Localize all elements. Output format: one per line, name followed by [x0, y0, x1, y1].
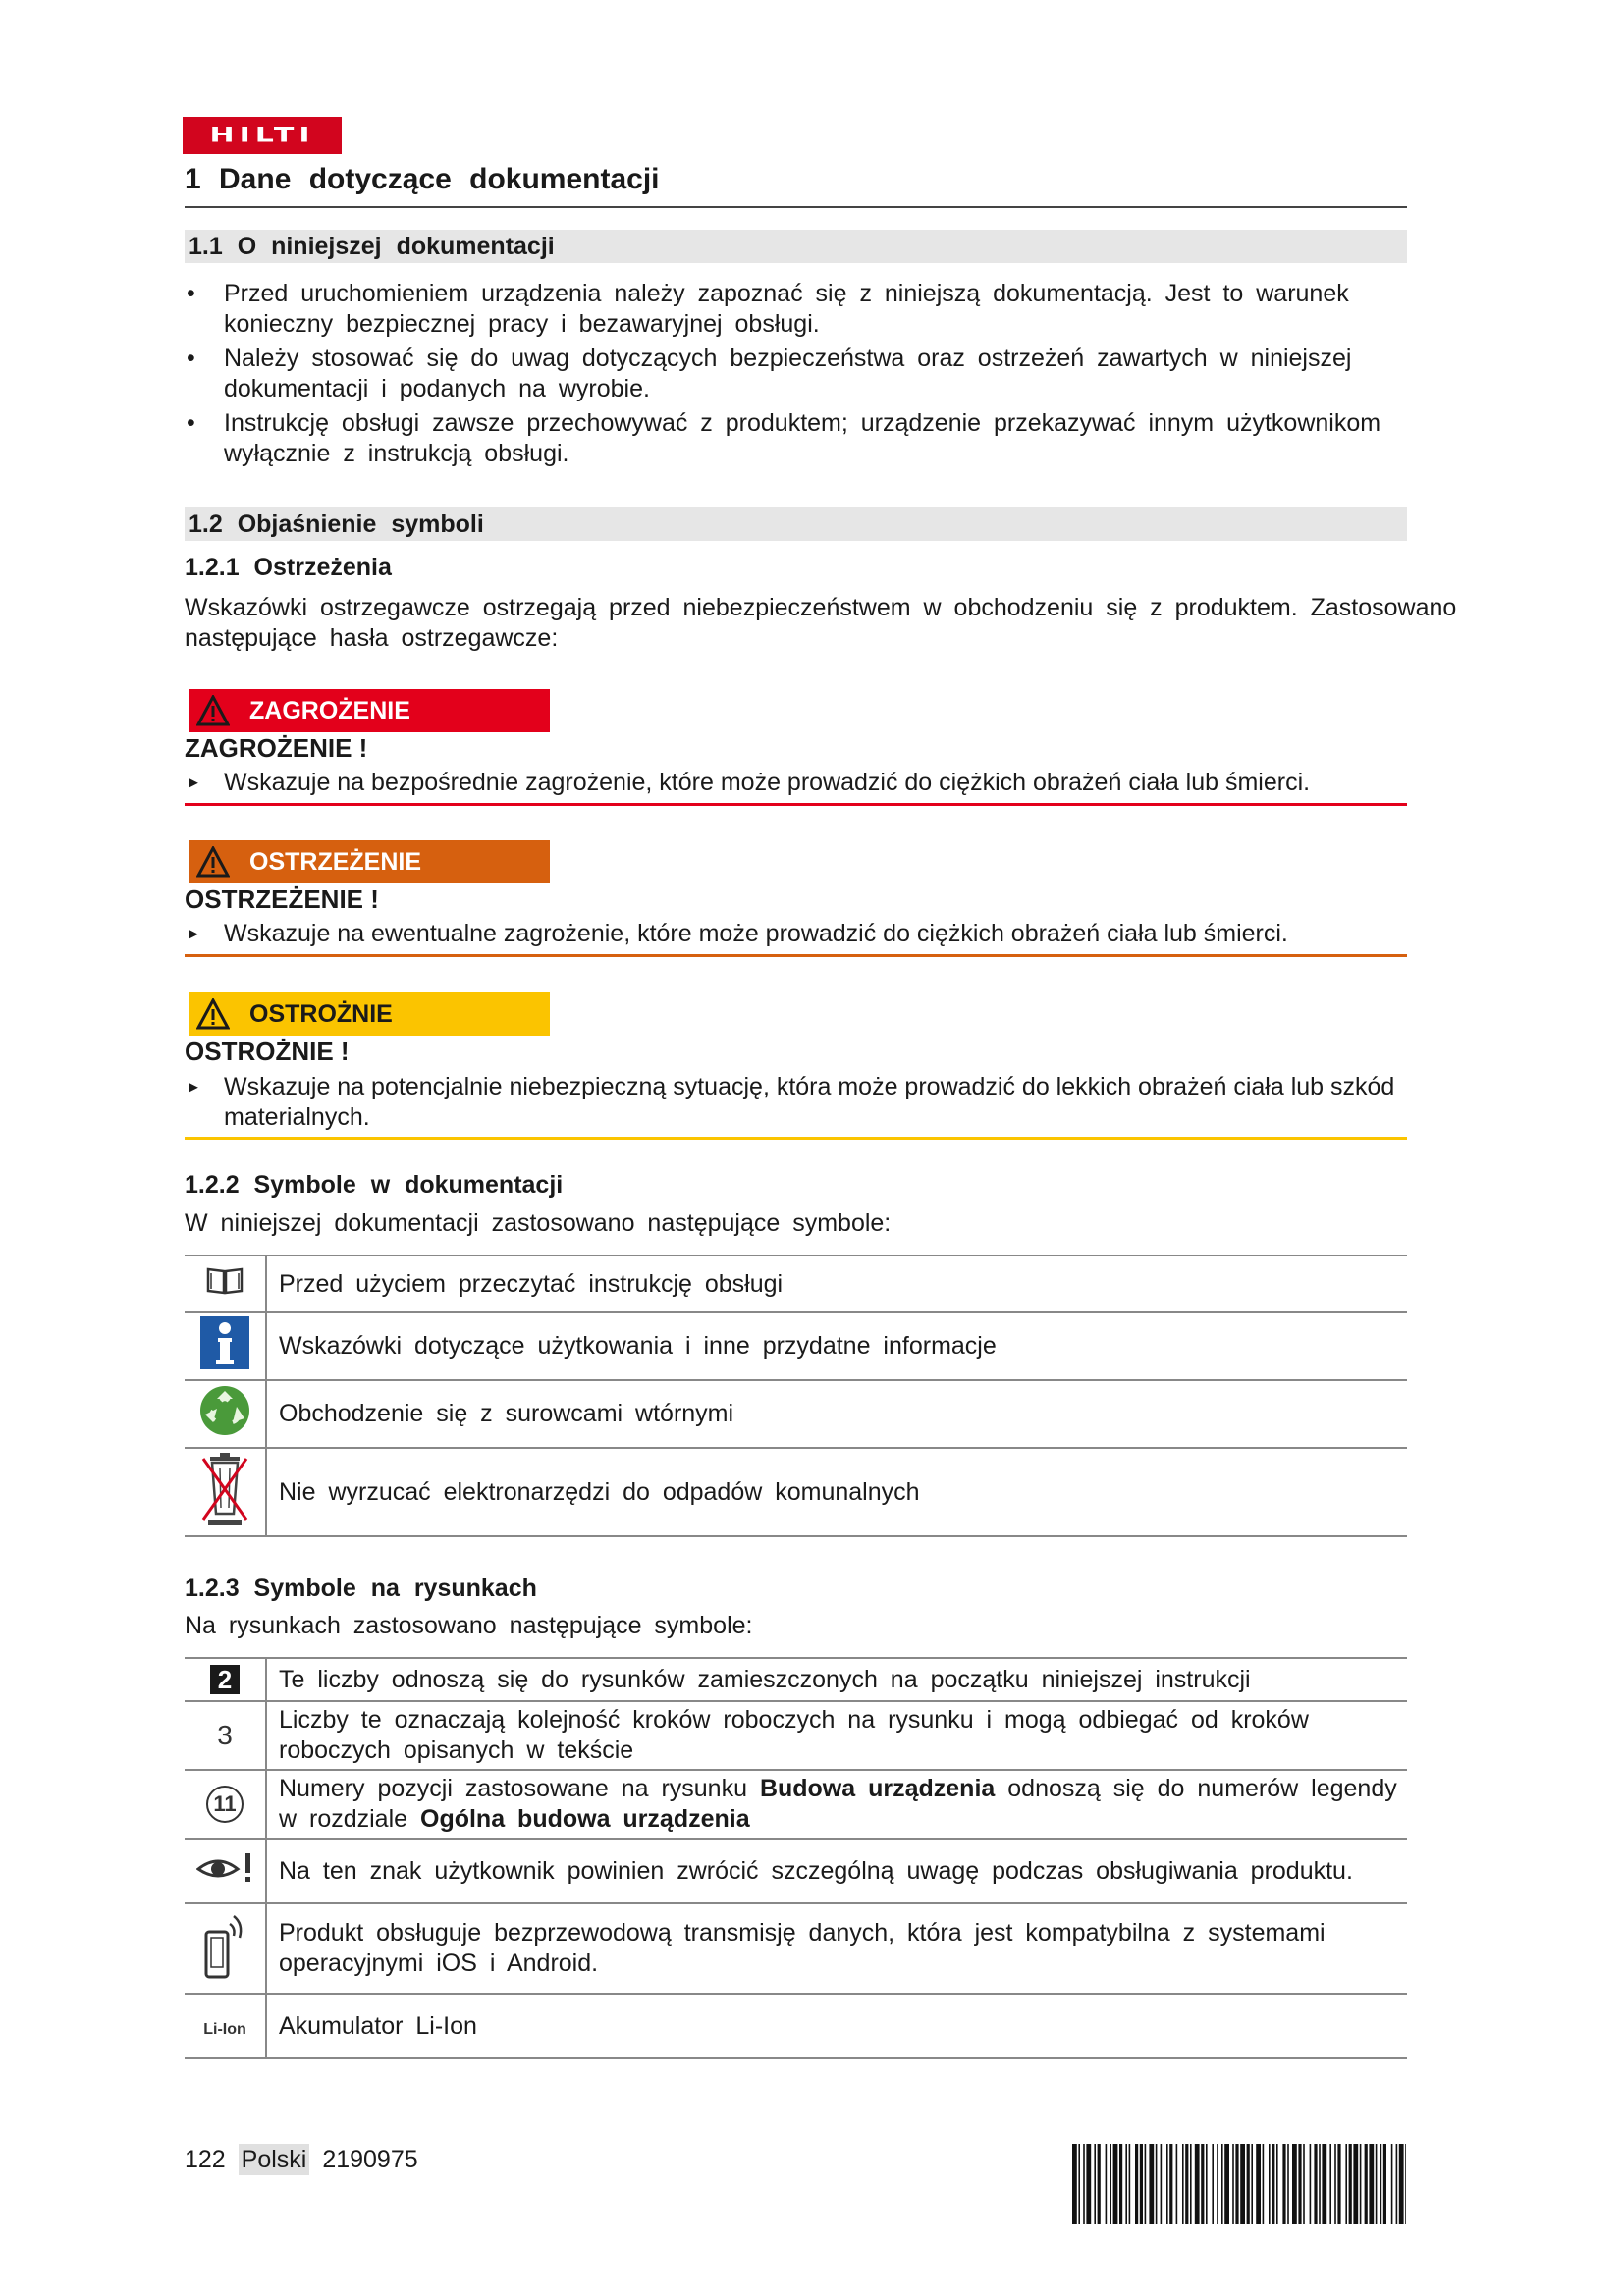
- barcode-bar: [1185, 2144, 1188, 2224]
- barcode-bar: [1319, 2144, 1321, 2224]
- barcode-bar: [1360, 2144, 1362, 2224]
- warning-description: ► Wskazuje na ewentualne zagrożenie, które może prowadzić do ciężkich obrażeń ciała lub śmierci.: [187, 920, 1288, 947]
- eye-attention-icon: [196, 1851, 253, 1885]
- symbol-description: Na ten znak użytkownik powinien zwrócić szczególną uwagę podczas obsługiwania produktu.: [266, 1839, 1407, 1903]
- li-ion-icon: Li-Ion: [203, 2020, 246, 2038]
- barcode-icon: [1072, 2144, 1406, 2224]
- symbol-description: Liczby te oznaczają kolejność kroków roboczych na rysunku i mogą odbiegać od kroków roboczych opisanych w tekście: [266, 1701, 1407, 1770]
- barcode-bar: [1282, 2144, 1285, 2224]
- barcode-bar: [1272, 2144, 1274, 2224]
- subsection-1-2-2-title: 1.2.2 Symbole w dokumentacji: [185, 1171, 564, 1199]
- barcode-bar: [1396, 2144, 1398, 2224]
- barcode-bar: [1119, 2144, 1122, 2224]
- barcode-bar: [1094, 2144, 1096, 2224]
- table-row: [185, 1658, 1407, 1701]
- barcode-bar: [1224, 2144, 1229, 2224]
- barcode-bar: [1329, 2144, 1331, 2224]
- table-row: [185, 1903, 1407, 1994]
- barcode-bar: [1391, 2144, 1393, 2224]
- barcode-bar: [1349, 2144, 1352, 2224]
- barcode-bar: [1310, 2144, 1312, 2224]
- barcode-bar: [1129, 2144, 1131, 2224]
- caution-description: ► Wskazuje na potencjalnie niebezpieczną sytuację, która może prowadzić do lekkich obrażeń ciała lub szkód materialnych.: [187, 1073, 1395, 1131]
- barcode-bar: [1140, 2144, 1143, 2224]
- barcode-bar: [1201, 2144, 1204, 2224]
- table-row: [185, 1380, 1407, 1448]
- barcode-bar: [1314, 2144, 1317, 2224]
- symbol-description: Nie wyrzucać elektronarzędzi do odpadów komunalnych: [266, 1448, 1407, 1536]
- symbol-description: Akumulator Li-Ion: [266, 1994, 1407, 2058]
- table-row: [185, 1994, 1407, 2058]
- page-footer: [185, 2146, 418, 2174]
- table-row: [185, 1255, 1407, 1312]
- recycle-icon: [199, 1385, 250, 1436]
- symbol-description: Przed użyciem przeczytać instrukcję obsługi: [266, 1255, 1407, 1312]
- table-row: [185, 1312, 1407, 1380]
- warning-triangle-icon: [196, 998, 230, 1030]
- crossed-bin-icon: [200, 1451, 249, 1527]
- danger-signal-word: ZAGROŻENIE !: [185, 733, 368, 763]
- page-number: 122: [185, 2146, 226, 2173]
- caution-divider: [185, 1137, 1407, 1140]
- barcode-bar: [1235, 2144, 1238, 2224]
- table-row: [185, 1448, 1407, 1536]
- barcode-bar: [1383, 2144, 1386, 2224]
- circled-number-icon: 11: [206, 1786, 244, 1823]
- barcode-bar: [1287, 2144, 1289, 2224]
- wireless-phone-icon: [200, 1910, 249, 1981]
- barcode-bar: [1156, 2144, 1158, 2224]
- barcode-bar: [1263, 2144, 1265, 2224]
- barcode-bar: [1110, 2144, 1111, 2224]
- barcode-bar: [1334, 2144, 1336, 2224]
- info-icon: [200, 1316, 249, 1369]
- warning-divider: [185, 954, 1407, 957]
- figure-symbols-intro: Na rysunkach zastosowano następujące symbole:: [185, 1612, 753, 1639]
- barcode-bar: [1322, 2144, 1326, 2224]
- barcode-bar: [1166, 2144, 1168, 2224]
- barcode-bar: [1125, 2144, 1127, 2224]
- barcode-bar: [1369, 2144, 1374, 2224]
- barcode-bar: [1169, 2144, 1172, 2224]
- barcode-bar: [1212, 2144, 1214, 2224]
- subsection-1-2-3-title: 1.2.3 Symbole na rysunkach: [185, 1575, 537, 1602]
- barcode-bar: [1078, 2144, 1080, 2224]
- barcode-bar: [1247, 2144, 1250, 2224]
- danger-description: ► Wskazuje na bezpośrednie zagrożenie, które może prowadzić do ciężkich obrażeń ciała lub śmierci.: [187, 769, 1311, 796]
- subsection-1-1-title: 1.1 O niniejszej dokumentacji: [185, 230, 1407, 263]
- barcode-bar: [1292, 2144, 1297, 2224]
- table-row: [185, 1839, 1407, 1903]
- barcode-bar: [1149, 2144, 1154, 2224]
- barcode-bar: [1098, 2144, 1101, 2224]
- step-number-icon: 3: [217, 1720, 233, 1750]
- barcode-bar: [1232, 2144, 1234, 2224]
- barcode-bar: [1345, 2144, 1347, 2224]
- barcode-bar: [1303, 2144, 1305, 2224]
- barcode-bar: [1190, 2144, 1192, 2224]
- warning-banner: OSTRZEŻENIE: [189, 840, 550, 883]
- barcode-bar: [1399, 2144, 1404, 2224]
- symbol-description: Produkt obsługuje bezprzewodową transmisję danych, która jest kompatybilna z systemami operacyjnymi iOS i Android.: [266, 1903, 1407, 1994]
- section-title: 1 Dane dotyczące dokumentacji: [185, 163, 1407, 208]
- barcode-bar: [1217, 2144, 1218, 2224]
- barcode-bar: [1083, 2144, 1085, 2224]
- subsection-1-2-title: 1.2 Objaśnienie symboli: [185, 507, 1407, 541]
- barcode-bar: [1086, 2144, 1091, 2224]
- barcode-bar: [1376, 2144, 1378, 2224]
- barcode-bar: [1380, 2144, 1382, 2224]
- barcode-bar: [1145, 2144, 1147, 2224]
- barcode-bar: [1161, 2144, 1163, 2224]
- barcode-bar: [1072, 2144, 1077, 2224]
- symbol-description: Wskazówki dotyczące użytkowania i inne przydatne informacje: [266, 1312, 1407, 1380]
- figure-symbols-table: [185, 1657, 1407, 2059]
- document-number: 2190975: [322, 2146, 418, 2173]
- danger-divider: [185, 803, 1407, 806]
- barcode-bar: [1337, 2144, 1340, 2224]
- warning-triangle-icon: [196, 846, 230, 878]
- warning-triangle-icon: [196, 695, 230, 726]
- symbol-description: Numery pozycji zastosowane na rysunku Budowa urządzenia odnoszą się do numerów legendy w rozdziale Ogólna budowa urządzenia: [266, 1770, 1407, 1839]
- barcode-bar: [1251, 2144, 1253, 2224]
- doc-symbols-intro: W niniejszej dokumentacji zastosowano następujące symbole:: [185, 1209, 892, 1237]
- list-item: • Przed uruchomieniem urządzenia należy zapoznać się z niniejszą dokumentacją. Jest to warunek konieczny bezpiecznej pracy i bezawaryjnej obsługi.: [185, 279, 1461, 340]
- caution-banner: OSTROŻNIE: [189, 992, 550, 1036]
- caution-signal-word: OSTROŻNIE !: [185, 1037, 350, 1066]
- barcode-bar: [1182, 2144, 1184, 2224]
- barcode-bar: [1106, 2144, 1108, 2224]
- barcode-bar: [1135, 2144, 1138, 2224]
- barcode-bar: [1256, 2144, 1261, 2224]
- doc-symbols-table: [185, 1255, 1407, 1537]
- barcode-bar: [1353, 2144, 1358, 2224]
- hilti-logo: HILTI: [183, 117, 342, 154]
- barcode-bar: [1206, 2144, 1208, 2224]
- barcode-bar: [1405, 2144, 1406, 2224]
- barcode-bar: [1195, 2144, 1200, 2224]
- barcode-bar: [1240, 2144, 1245, 2224]
- table-row: [185, 1701, 1407, 1770]
- barcode-bar: [1276, 2144, 1278, 2224]
- number-box-icon: 2: [210, 1665, 240, 1694]
- barcode-bar: [1176, 2144, 1178, 2224]
- barcode-bar: [1269, 2144, 1271, 2224]
- barcode-bar: [1298, 2144, 1301, 2224]
- symbol-description: Te liczby odnoszą się do rysunków zamieszczonych na początku niniejszej instrukcji: [266, 1658, 1407, 1701]
- language-label: Polski: [239, 2144, 310, 2175]
- intro-bullet-list: [185, 279, 1461, 473]
- barcode-bar: [1221, 2144, 1223, 2224]
- table-row: [185, 1770, 1407, 1839]
- list-item: • Instrukcję obsługi zawsze przechowywać z produktem; urządzenie przekazywać innym użytkownikom wyłącznie z instrukcją obsługi.: [185, 408, 1461, 469]
- list-item: • Należy stosować się do uwag dotyczących bezpieczeństwa oraz ostrzeżeń zawartych w niniejszej dokumentacji i podanych na wyrobie.: [185, 344, 1461, 404]
- subsection-1-2-1-title: 1.2.1 Ostrzeżenia: [185, 554, 392, 581]
- barcode-bar: [1365, 2144, 1368, 2224]
- symbol-description: Obchodzenie się z surowcami wtórnymi: [266, 1380, 1407, 1448]
- warning-signal-word: OSTRZEŻENIE !: [185, 884, 379, 914]
- danger-banner: ZAGROŻENIE: [189, 689, 550, 732]
- barcode-bar: [1113, 2144, 1118, 2224]
- book-icon: [205, 1265, 244, 1297]
- warnings-intro: Wskazówki ostrzegawcze ostrzegają przed niebezpieczeństwem w obchodzeniu się z produktem. Zastosowano następujące hasła ostrzegawcze:: [185, 594, 1457, 652]
